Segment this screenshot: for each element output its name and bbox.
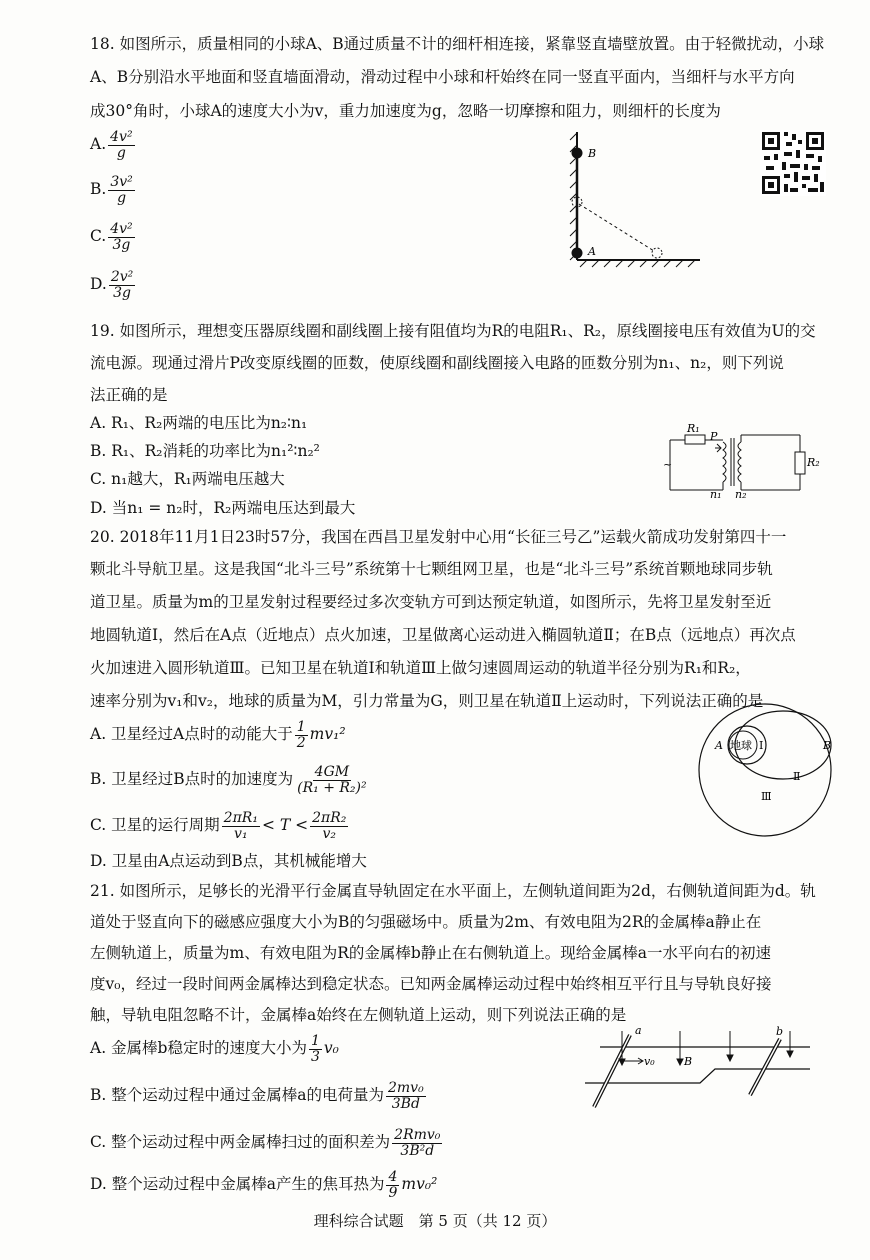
label-b: B xyxy=(823,739,832,752)
resistor-r1 xyxy=(685,435,705,444)
q20-line4: 地圆轨道Ⅰ，然后在A点（近地点）点火加速，卫星做离心运动进入椭圆轨道Ⅱ；在B点（远地点）再次点 xyxy=(90,626,796,644)
label-rod-b: b xyxy=(776,1025,784,1038)
label-v0: v₀ xyxy=(644,1055,655,1068)
label-field-b: B xyxy=(684,1055,693,1068)
q18-option-d: D. $\frac{\text{2v²}}{3g}$ xyxy=(90,269,134,301)
orbit-figure xyxy=(695,700,835,840)
q21-option-c: C. 整个运动过程中两金属棒扫过的面积差为 $\frac{\text{2Rmv₀}}{\text{3B²d}}$ xyxy=(90,1127,441,1159)
q18-option-a: A. $\frac{\text{4v²}}{g}$ xyxy=(90,129,133,161)
q20-line1: 20. 2018年11月1日23时57分，我国在西昌卫星发射中心用“长征三号乙”运载火箭成功发射第四十一 xyxy=(90,528,787,546)
q21-line2: 道处于竖直向下的磁感应强度大小为B的匀强磁场中。质量为2m、有效电阻为2R的金属棒a静止在 xyxy=(90,913,762,931)
q21-option-d: D. 整个运动过程中金属棒a产生的焦耳热为 $\frac{4}{9}$ mv₀² xyxy=(90,1169,438,1201)
label-r1: R₁ xyxy=(687,422,700,435)
q21-line5: 触，导轨电阻忽略不计，金属棒a始终在左侧轨道上运动，则下列说法正确的是 xyxy=(90,1006,627,1024)
q20-option-c: C. 卫星的运行周期 $\frac{\text{2πR₁}}{\text{v₁}}$ < T < $\frac{\text{2πR₂}}{\text{v₂}}$ xyxy=(90,810,347,842)
qr-code xyxy=(760,130,826,196)
rails-figure xyxy=(580,1025,830,1120)
q19-option-c: C. n₁越大，R₁两端电压越大 xyxy=(90,470,285,488)
q18-line1: 18. 如图所示，质量相同的小球A、B通过质量不计的细杆相连接，紧靠竖直墙壁放置。由于轻微扰动，小球 xyxy=(90,35,825,53)
q19-option-a: A. R₁、R₂两端的电压比为n₂∶n₁ xyxy=(90,414,308,432)
q19-line1: 19. 如图所示，理想变压器原线圈和副线圈上接有阻值均为R的电阻R₁、R₂，原线圈接电压有效值为U的交 xyxy=(90,322,816,340)
label-orbit-i: Ⅰ xyxy=(759,739,764,752)
q21-line4: 度v₀，经过一段时间两金属棒达到稳定状态。已知两金属棒运动过程中始终相互平行且与导轨良好接 xyxy=(90,975,772,993)
q20-line3: 道卫星。质量为m的卫星发射过程要经过多次变轨方可到达预定轨道，如图所示，先将卫星发射至近 xyxy=(90,593,772,611)
label-n2: n₂ xyxy=(735,488,747,501)
q19-option-d: D. 当n₁ = n₂时，R₂两端电压达到最大 xyxy=(90,499,356,517)
q19-option-b: B. R₁、R₂消耗的功率比为n₁²∶n₂² xyxy=(90,442,320,460)
label-n1: n₁ xyxy=(710,488,722,501)
q20-option-a: A. 卫星经过A点时的动能大于 $\frac{1}{2}$ mv₁² xyxy=(90,719,346,751)
q18-line2: A、B分别沿水平地面和竖直墙面滑动，滑动过程中小球和杆始终在同一竖直平面内，当细杆与水平方向 xyxy=(90,68,795,86)
page-footer: 理科综合试题 第 5 页（共 12 页） xyxy=(313,1212,557,1230)
q20-option-b: B. 卫星经过B点时的加速度为 $\frac{4GM}{\text{(R₁ + R₂)²}}$ xyxy=(90,764,367,796)
label-a: A xyxy=(715,739,723,752)
label-earth: 地球 xyxy=(730,739,752,752)
label-a: A xyxy=(588,245,596,258)
label-orbit-iii: Ⅲ xyxy=(761,790,772,803)
ball-a xyxy=(572,248,583,259)
q18-line3: 成30°角时，小球A的速度大小为v，重力加速度为g，忽略一切摩擦和阻力，则细杆的长度为 xyxy=(90,102,721,120)
q19-line3: 法正确的是 xyxy=(90,386,168,404)
transformer-circuit-figure xyxy=(655,422,830,501)
label-r2: R₂ xyxy=(807,456,820,469)
orbit-iii xyxy=(699,704,831,836)
q19-line2: 流电源。现通过滑片P改变原线圈的匝数，使原线圈和副线圈接入电路的匝数分别为n₁、n₂，则下列说 xyxy=(90,354,784,372)
wall-rod-figure xyxy=(555,130,715,275)
label-b: B xyxy=(588,147,597,160)
q21-option-b: B. 整个运动过程中通过金属棒a的电荷量为 $\frac{\text{2mv₀}}{3Bd}$ xyxy=(90,1080,424,1112)
label-orbit-ii: Ⅱ xyxy=(793,770,801,783)
q21-line1: 21. 如图所示，足够长的光滑平行金属直导轨固定在水平面上，左侧轨道间距为2d，右侧轨道间距为d。轨 xyxy=(90,882,816,900)
q20-option-d: D. 卫星由A点运动到B点，其机械能增大 xyxy=(90,852,367,870)
q21-option-a: A. 金属棒b稳定时的速度大小为 $\frac{1}{3}$ v₀ xyxy=(90,1033,339,1065)
q20-line5: 火加速进入圆形轨道Ⅲ。已知卫星在轨道Ⅰ和轨道Ⅲ上做匀速圆周运动的轨道半径分别为R₁和R₂， xyxy=(90,659,751,677)
q20-line6: 速率分别为v₁和v₂，地球的质量为M，引力常量为G，则卫星在轨道Ⅱ上运动时，下列说法正确的是 xyxy=(90,692,764,710)
q21-line3: 左侧轨道上，质量为m、有效电阻为R的金属棒b静止在右侧轨道上。现给金属棒a一水平向右的初速 xyxy=(90,944,772,962)
label-rod-a: a xyxy=(635,1024,642,1037)
ac-source-symbol: ~ xyxy=(663,458,673,471)
ball-b xyxy=(572,148,583,159)
q20-line2: 颗北斗导航卫星。这是我国“北斗三号”系统第十七颗组网卫星，也是“北斗三号”系统首颗地球同步轨 xyxy=(90,560,773,578)
q18-option-c: C. $\frac{\text{4v²}}{3g}$ xyxy=(90,221,133,253)
resistor-r2 xyxy=(795,452,805,474)
label-p: P xyxy=(710,430,718,443)
q18-option-b: B. $\frac{\text{3v²}}{g}$ xyxy=(90,174,133,206)
